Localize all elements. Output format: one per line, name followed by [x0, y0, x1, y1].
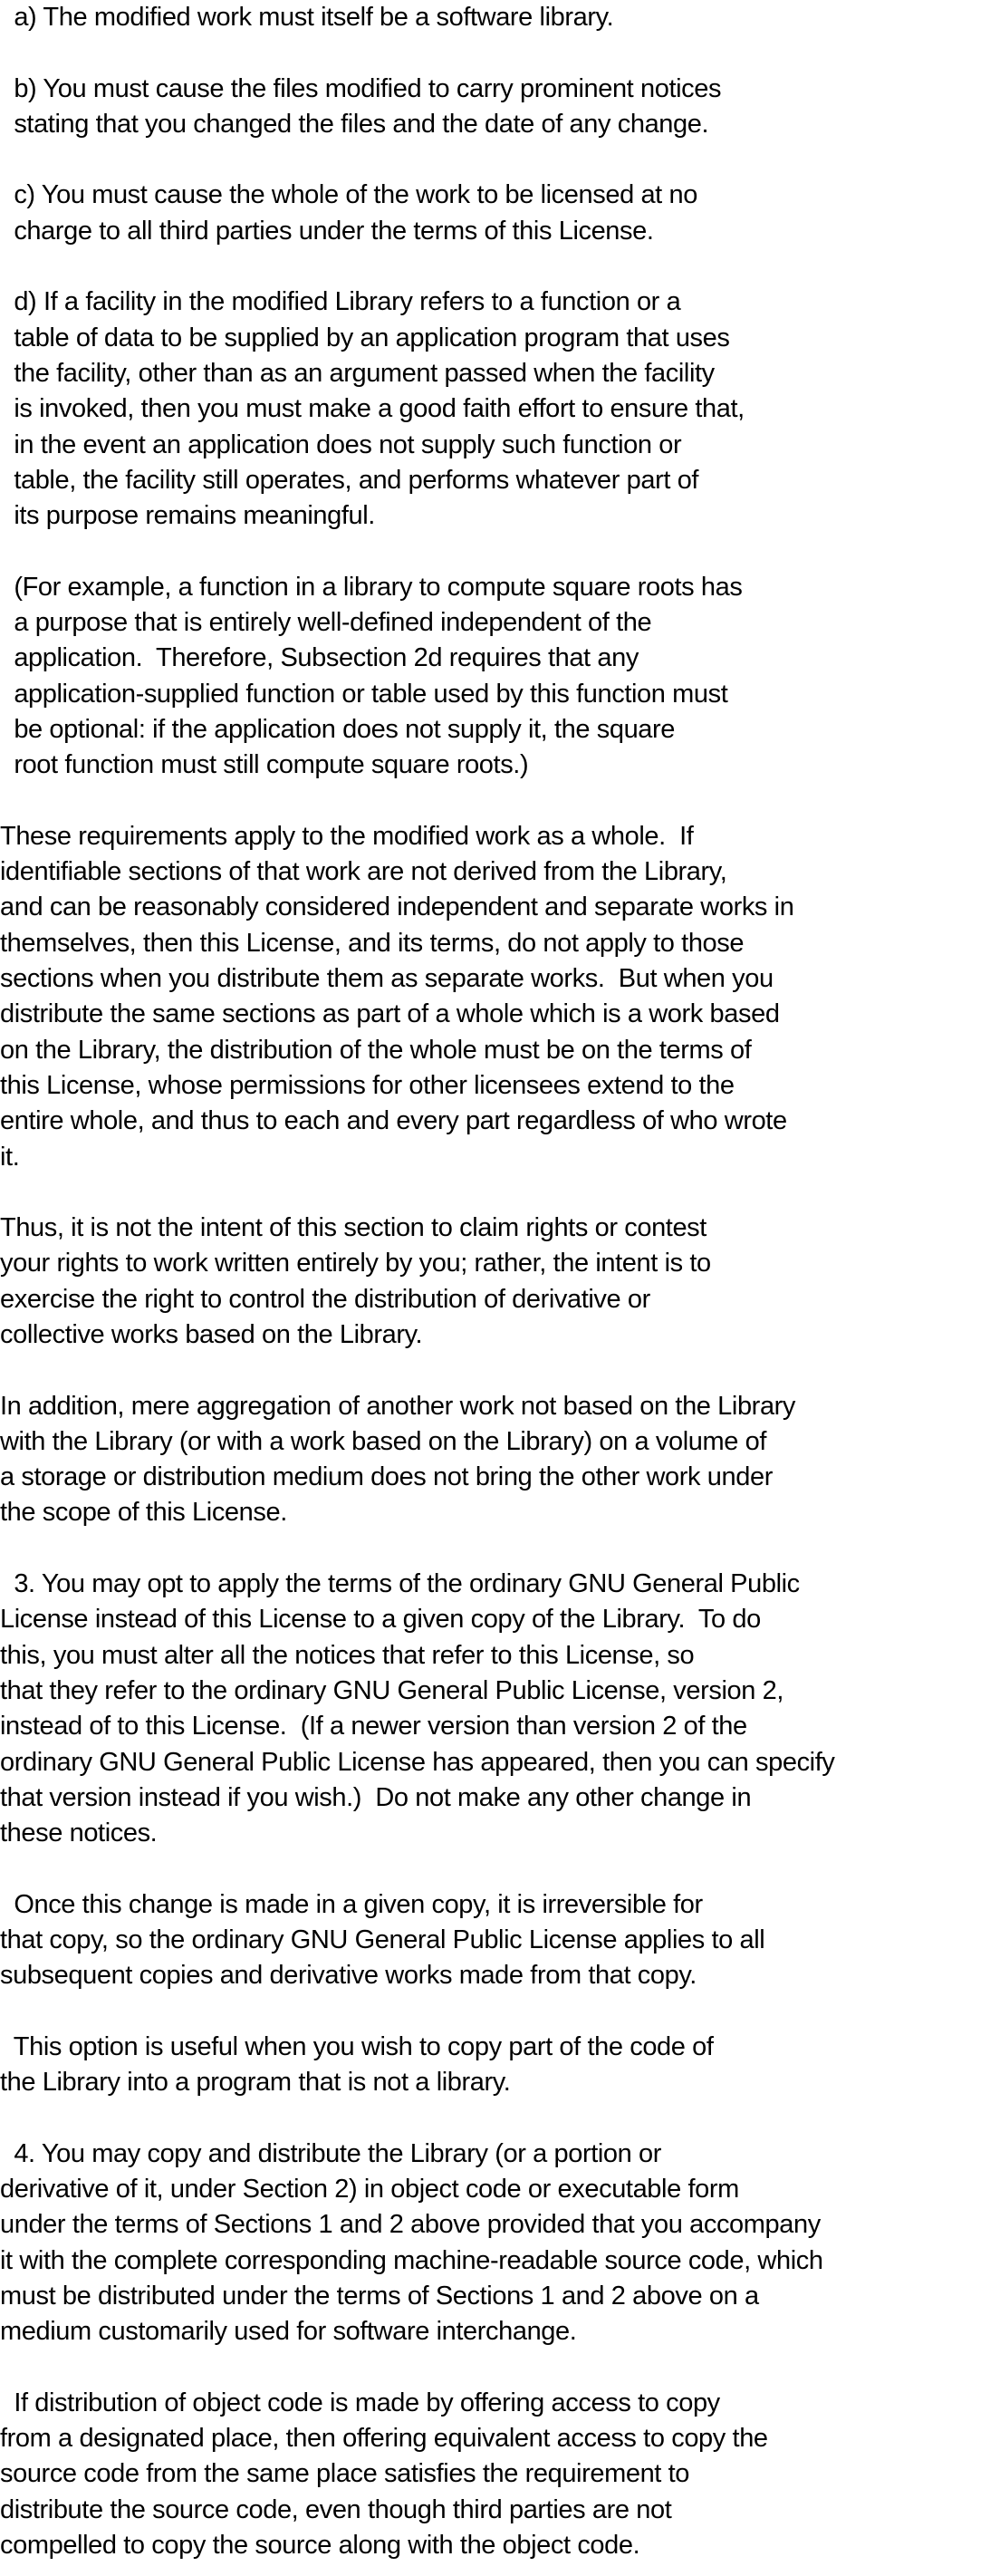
paragraph-spacer	[0, 1531, 990, 1567]
license-paragraph	[0, 72, 990, 143]
license-paragraph	[0, 1389, 990, 1531]
text-line: it with the complete corresponding machine-readable source code, which	[0, 2245, 823, 2275]
text-line: a purpose that is entirely well-defined independent of the	[0, 608, 652, 638]
paragraph-spacer	[0, 2101, 990, 2137]
text-line: This option is useful when you wish to copy part of the code of	[0, 2031, 714, 2061]
text-line: b) You must cause the files modified to carry prominent notices	[0, 73, 722, 103]
text-line: These requirements apply to the modified work as a whole. If	[0, 821, 694, 851]
text-line: and can be reasonably considered independent and separate works in	[0, 892, 794, 922]
license-paragraph	[0, 1567, 990, 1851]
license-paragraph	[0, 2137, 990, 2350]
license-paragraph	[0, 2386, 990, 2563]
text-line: compelled to copy the source along with the object code.	[0, 2531, 640, 2561]
text-line: collective works based on the Library.	[0, 1319, 423, 1349]
text-line: (For example, a function in a library to compute square roots has	[0, 572, 743, 602]
license-paragraph	[0, 178, 990, 249]
text-line: these notices.	[0, 1819, 158, 1848]
text-line: medium customarily used for software interchange.	[0, 2317, 577, 2347]
license-paragraph	[0, 2030, 990, 2101]
text-line: derivative of it, under Section 2) in object code or executable form	[0, 2175, 739, 2205]
license-paragraph	[0, 285, 990, 534]
text-line: stating that you changed the files and the date of any change.	[0, 109, 709, 139]
text-line: identifiable sections of that work are not derived from the Library,	[0, 857, 727, 887]
text-line: it.	[0, 1142, 20, 1172]
text-line: must be distributed under the terms of Sections 1 and 2 above on a	[0, 2282, 759, 2311]
paragraph-spacer	[0, 534, 990, 569]
text-line: root function must still compute square roots.)	[0, 750, 529, 780]
text-line: its purpose remains meaningful.	[0, 501, 375, 531]
text-line: from a designated place, then offering equivalent access to copy the	[0, 2424, 768, 2454]
text-line: License instead of this License to a given copy of the Library. To do	[0, 1605, 761, 1635]
text-line: If distribution of object code is made by offering access to copy	[0, 2388, 720, 2417]
text-line: distribute the same sections as part of a whole which is a work based	[0, 999, 780, 1029]
text-line: d) If a facility in the modified Library refers to a function or a	[0, 287, 681, 317]
text-line: instead of to this License. (If a newer version than version 2 of the	[0, 1712, 747, 1741]
paragraph-spacer	[0, 249, 990, 285]
text-line: distribute the source code, even though third parties are not	[0, 2494, 672, 2524]
text-line: a) The modified work must itself be a software library.	[0, 3, 614, 32]
license-paragraph	[0, 1211, 990, 1353]
text-line: that they refer to the ordinary GNU General Public License, version 2,	[0, 1675, 783, 1705]
text-line: under the terms of Sections 1 and 2 above provided that you accompany	[0, 2210, 821, 2240]
text-line: is invoked, then you must make a good faith effort to ensure that,	[0, 394, 745, 424]
text-line: source code from the same place satisfies the requirement to	[0, 2459, 689, 2489]
text-line: subsequent copies and derivative works made from that copy.	[0, 1961, 697, 1991]
paragraph-spacer	[0, 2350, 990, 2386]
text-line: table, the facility still operates, and performs whatever part of	[0, 465, 699, 495]
license-paragraph	[0, 819, 990, 1175]
text-line: the scope of this License.	[0, 1498, 287, 1528]
paragraph-spacer	[0, 142, 990, 178]
text-line: on the Library, the distribution of the whole must be on the terms of	[0, 1035, 752, 1065]
paragraph-spacer	[0, 1175, 990, 1211]
text-line: Once this change is made in a given copy, it is irreversible for	[0, 1889, 703, 1919]
text-line: exercise the right to control the distribution of derivative or	[0, 1284, 650, 1314]
license-paragraph	[0, 0, 990, 35]
paragraph-spacer	[0, 1851, 990, 1886]
text-line: that version instead if you wish.) Do not make any other change in	[0, 1782, 752, 1812]
license-paragraph	[0, 1887, 990, 1994]
text-line: application-supplied function or table used by this function must	[0, 679, 728, 709]
text-line: that copy, so the ordinary GNU General Public License applies to all	[0, 1925, 765, 1955]
text-line: the facility, other than as an argument passed when the facility	[0, 358, 715, 388]
text-line: application. Therefore, Subsection 2d requires that any	[0, 643, 639, 673]
text-line: a storage or distribution medium does not bring the other work under	[0, 1462, 773, 1492]
text-line: 4. You may copy and distribute the Library (or a portion or	[0, 2138, 662, 2168]
license-paragraph	[0, 570, 990, 784]
text-line: table of data to be supplied by an application program that uses	[0, 323, 730, 352]
text-line: charge to all third parties under the terms of this License.	[0, 216, 654, 246]
paragraph-spacer	[0, 35, 990, 71]
text-line: in the event an application does not supply such function or	[0, 429, 682, 459]
paragraph-spacer	[0, 784, 990, 819]
text-line: this, you must alter all the notices that refer to this License, so	[0, 1640, 695, 1670]
text-line: with the Library (or with a work based on the Library) on a volume of	[0, 1426, 767, 1456]
text-line: In addition, mere aggregation of another work not based on the Library	[0, 1391, 796, 1421]
text-line: 3. You may opt to apply the terms of the ordinary GNU General Public	[0, 1569, 800, 1599]
paragraph-spacer	[0, 1353, 990, 1388]
text-line: sections when you distribute them as separate works. But when you	[0, 964, 774, 994]
text-line: c) You must cause the whole of the work to be licensed at no	[0, 180, 697, 210]
text-line: this License, whose permissions for other licensees extend to the	[0, 1070, 735, 1100]
text-line: be optional: if the application does not supply it, the square	[0, 714, 676, 744]
text-line: the Library into a program that is not a library.	[0, 2068, 511, 2098]
paragraph-spacer	[0, 1994, 990, 2030]
text-line: entire whole, and thus to each and every part regardless of who wrote	[0, 1106, 787, 1136]
text-line: themselves, then this License, and its terms, do not apply to those	[0, 928, 745, 958]
text-line: your rights to work written entirely by you; rather, the intent is to	[0, 1249, 711, 1278]
text-line: ordinary GNU General Public License has appeared, then you can specify	[0, 1747, 835, 1777]
text-line: Thus, it is not the intent of this section to claim rights or contest	[0, 1213, 706, 1243]
